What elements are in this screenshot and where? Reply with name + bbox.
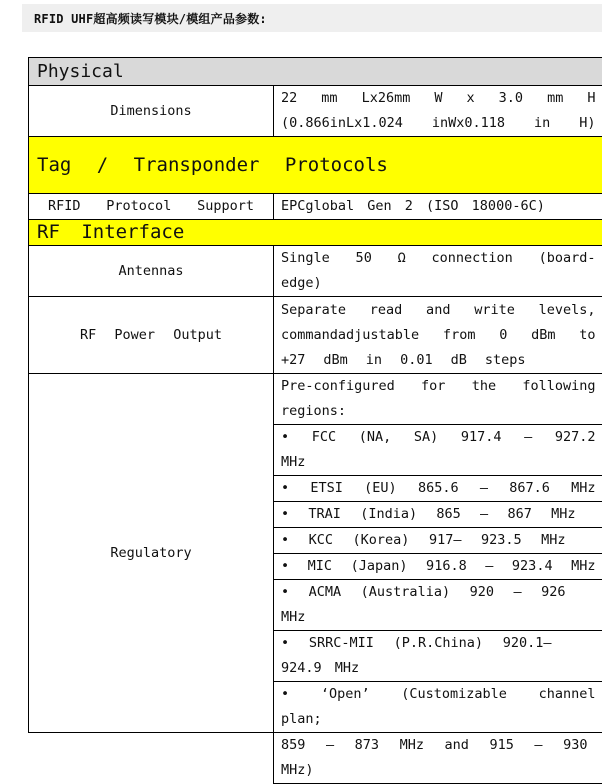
list-item-fcc <box>274 425 602 476</box>
range-line1: 859 – 873 MHz and 915 – 930 <box>281 733 596 758</box>
srrc-line1: • SRRC-MII (P.R.China) 920.1– <box>281 631 596 656</box>
table-row-protocol <box>29 194 602 220</box>
rf-power-label-cell <box>29 297 274 374</box>
dimensions-value-line1: 22 mm Lx26mm W x 3.0 mm H <box>281 86 596 111</box>
rf-power-value-line1: Separate read and write levels, <box>281 298 596 323</box>
regulatory-intro-line1: Pre-configured for the following <box>281 374 596 399</box>
section-title-rf-interface: RF Interface <box>29 220 602 246</box>
open-line1: • ‘Open’ (Customizable channel <box>281 682 596 707</box>
dimensions-value-line2: (0.866inLx1.024 inWx0.118 in H) <box>281 111 596 136</box>
antennas-value-line1: Single 50 Ω connection (board- <box>281 246 596 271</box>
table-row-antennas <box>29 246 602 297</box>
fcc-line1: • FCC (NA, SA) 917.4 – 927.2 <box>281 425 596 450</box>
antennas-label: Antennas <box>29 246 274 297</box>
etsi-line: • ETSI (EU) 865.6 – 867.6 MHz <box>281 476 596 501</box>
antennas-value <box>274 246 602 297</box>
section-row-rf-interface <box>29 220 602 246</box>
regulatory-label-spacer <box>29 733 274 784</box>
list-item-srrc <box>274 631 602 682</box>
list-item-etsi <box>274 476 602 502</box>
spec-table <box>28 57 602 784</box>
protocol-label-cell <box>29 194 274 220</box>
list-item-kcc <box>274 528 602 554</box>
mic-line: • MIC (Japan) 916.8 – 923.4 MHz <box>281 554 596 579</box>
section-row-tag-protocols <box>29 137 602 194</box>
dimensions-label: Dimensions <box>29 86 274 137</box>
regulatory-label: Regulatory <box>29 374 274 733</box>
table-row-rf-power <box>29 297 602 374</box>
table-row-dimensions <box>29 86 602 137</box>
protocol-label: RFID Protocol Support <box>36 194 266 219</box>
rf-power-value-line2: commandadjustable from 0 dBm to <box>281 323 596 348</box>
acma-line1: • ACMA (Australia) 920 – 926 <box>281 580 596 605</box>
list-item-trai <box>274 502 602 528</box>
open-line2: plan; <box>281 707 596 732</box>
list-item-range <box>274 733 602 784</box>
table-row-regulatory-intro <box>29 374 602 425</box>
section-title-physical: Physical <box>29 58 602 86</box>
rf-power-value <box>274 297 602 374</box>
list-item-open <box>274 682 602 733</box>
table-row-range <box>29 733 602 784</box>
dimensions-value <box>274 86 602 137</box>
list-item-acma <box>274 580 602 631</box>
rf-power-value-line3: +27 dBm in 0.01 dB steps <box>281 348 596 373</box>
header-bar <box>22 4 602 32</box>
regulatory-intro <box>274 374 602 425</box>
trai-line: • TRAI (India) 865 – 867 MHz <box>281 502 596 527</box>
antennas-value-line2: edge) <box>281 271 596 296</box>
list-item-mic <box>274 554 602 580</box>
regulatory-intro-line2: regions: <box>281 399 596 424</box>
kcc-line: • KCC (Korea) 917– 923.5 MHz <box>281 528 596 553</box>
srrc-line2: 924.9 MHz <box>281 656 596 681</box>
fcc-line2: MHz <box>281 450 596 475</box>
section-row-physical <box>29 58 602 86</box>
protocol-value: EPCglobal Gen 2 (ISO 18000-6C) <box>274 194 602 220</box>
page-title: RFID UHF超高频读写模块/模组产品参数: <box>34 10 267 27</box>
section-title-tag-protocols: Tag / Transponder Protocols <box>29 137 602 194</box>
acma-line2: MHz <box>281 605 596 630</box>
range-line2: MHz) <box>281 758 596 783</box>
rf-power-label: RF Power Output <box>36 323 266 348</box>
